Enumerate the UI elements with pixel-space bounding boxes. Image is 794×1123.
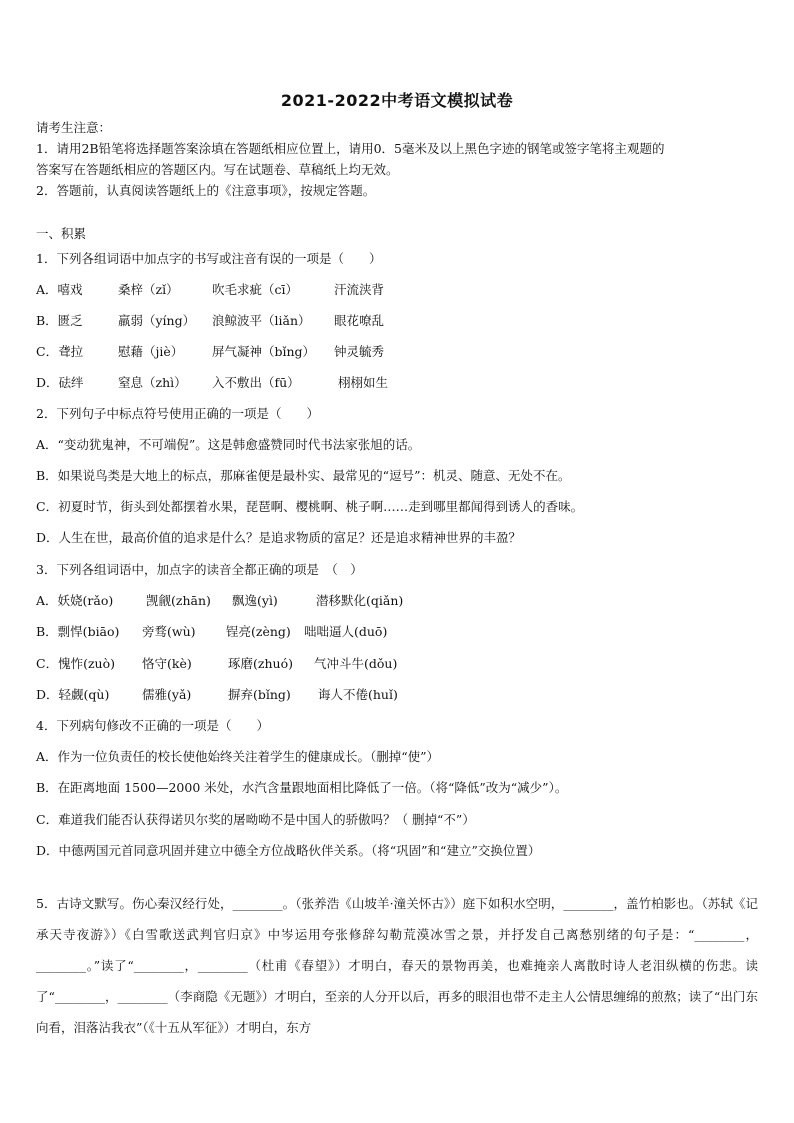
q1-d-1: D．砝绊 [36, 375, 84, 390]
q1-stem: 1．下列各组词语中加点字的书写或注音有误的一项是（ ） [36, 251, 382, 266]
section-heading: 一、积累 [36, 226, 87, 241]
q1-b-2: 羸弱（yíng） [118, 313, 196, 328]
q3-a-1: A．妖娆(rǎo) [36, 593, 114, 608]
q2-option-a: A．“变动犹鬼神，不可端倪”。这是韩愈盛赞同时代书法家张旭的话。 [36, 437, 421, 452]
q3-a-2: 觊觎(zhān) [146, 593, 211, 608]
notice-item-1b: 答案写在答题纸相应的答题区内。写在试题卷、草稿纸上均无效。 [36, 162, 399, 177]
q1-d-4: 栩栩如生 [338, 375, 389, 390]
q4-option-a: A．作为一位负责任的校长使他始终关注着学生的健康成长。（删掉“使”） [36, 749, 440, 764]
q3-c-4: 气冲斗牛(dǒu) [314, 656, 398, 671]
q1-a-2: 桑梓（zǐ） [118, 282, 179, 297]
q1-c-3: 屏气凝神（bǐng） [212, 344, 316, 359]
notice-item-1a: 1．请用2B铅笔将选择题答案涂填在答题纸相应位置上，请用0．5毫米及以上黑色字迹的钢笔或签字笔将主观题的 [36, 141, 665, 156]
q4-option-b: B．在距离地面 1500—2000 米处，水汽含量跟地面相比降低了一倍。（将“降低”改为“减少”）。 [36, 780, 568, 795]
notice-heading: 请考生注意： [36, 120, 112, 135]
q3-stem: 3．下列各组词语中，加点字的读音全都正确的项是 （ ） [36, 562, 363, 577]
q3-b-4: 咄咄逼人(duō) [304, 624, 388, 639]
q3-b-3: 锃亮(zèng) [226, 624, 291, 639]
q3-a-3: 飘逸(yì) [232, 593, 278, 608]
q2-stem: 2．下列句子中标点符号使用正确的一项是（ ） [36, 406, 319, 421]
q4-option-d: D．中德两国元首同意巩固并建立中德全方位战略伙伴关系。（将“巩固”和“建立”交换位置） [36, 843, 541, 858]
q1-a-4: 汗流浃背 [334, 282, 385, 297]
page-title: 2021-2022中考语文模拟试卷 [280, 91, 514, 110]
q1-d-2: 窒息（zhì） [118, 375, 187, 390]
q3-b-2: 旁骛(wù) [142, 624, 196, 639]
q2-option-b: B．如果说鸟类是大地上的标点，那麻雀便是最朴实、最常见的“逗号”：机灵、随意、无处不在。 [36, 468, 571, 483]
q1-c-1: C．聋拉 [36, 344, 84, 359]
q5-text: 5．古诗文默写。伤心秦汉经行处，________。（张养浩《山坡羊·潼关怀古》）庭下如积水空明，________，盖竹柏影也。（苏轼《记承天寺夜游》）《白雪歌送武判官归京》中岑运用夸张修辞勾勒荒漠冰雪之景，并抒发自己离愁别绪的句子是：“________，________。”读了“________，________（杜甫《春望》）才明白，春天的景物再美，也难掩亲人离散时诗人老泪纵横的伤悲。读了“________，________（李商隐《无题》）才明白，至亲的人分开以后，再多的眼泪也带不走主人公情思缠绵的煎熬；读了“出门东向看，泪落沾我衣”（《十五从军征》）才明白，东方 [36, 896, 758, 1035]
q2-option-c: C．初夏时节，街头到处都摆着水果，琵琶啊、樱桃啊、桃子啊……走到哪里都闻得到诱人的香味。 [36, 499, 584, 514]
q1-d-3: 入不敷出（fū） [212, 375, 300, 390]
q3-d-4: 诲人不倦(huǐ) [318, 687, 398, 702]
q3-a-4: 潜移默化(qiǎn) [316, 593, 404, 608]
q4-option-c: C．难道我们能否认获得诺贝尔奖的屠呦呦不是中国人的骄傲吗？（ 删掉“不”） [36, 812, 475, 827]
q4-stem: 4．下列病句修改不正确的一项是（ ） [36, 718, 269, 733]
q3-c-3: 琢磨(zhuó) [228, 656, 293, 671]
q1-b-1: B．匮乏 [36, 313, 83, 328]
notice-item-2: 2．答题前，认真阅读答题纸上的《注意事项》，按规定答题。 [36, 183, 376, 198]
q1-c-4: 钟灵毓秀 [334, 344, 385, 359]
q1-c-2: 慰藉（jiè） [118, 344, 184, 359]
q1-a-3: 吹毛求疵（cī） [212, 282, 298, 297]
q3-c-2: 恪守(kè) [142, 656, 192, 671]
q1-b-3: 浪鲸波平（liǎn） [212, 313, 311, 328]
q3-d-1: D．轻觑(qù) [36, 687, 110, 702]
q3-c-1: C．愧怍(zuò) [36, 656, 115, 671]
q1-a-1: A．嘻戏 [36, 282, 83, 297]
q1-b-4: 眼花嘹乱 [334, 313, 385, 328]
q3-d-3: 摒弃(bǐng) [228, 687, 291, 702]
q3-d-2: 儒雅(yǎ) [142, 687, 192, 702]
q3-b-1: B．剽悍(biāo) [36, 624, 120, 639]
q2-option-d: D．人生在世，最高价值的追求是什么？是追求物质的富足？还是追求精神世界的丰盈？ [36, 530, 522, 545]
